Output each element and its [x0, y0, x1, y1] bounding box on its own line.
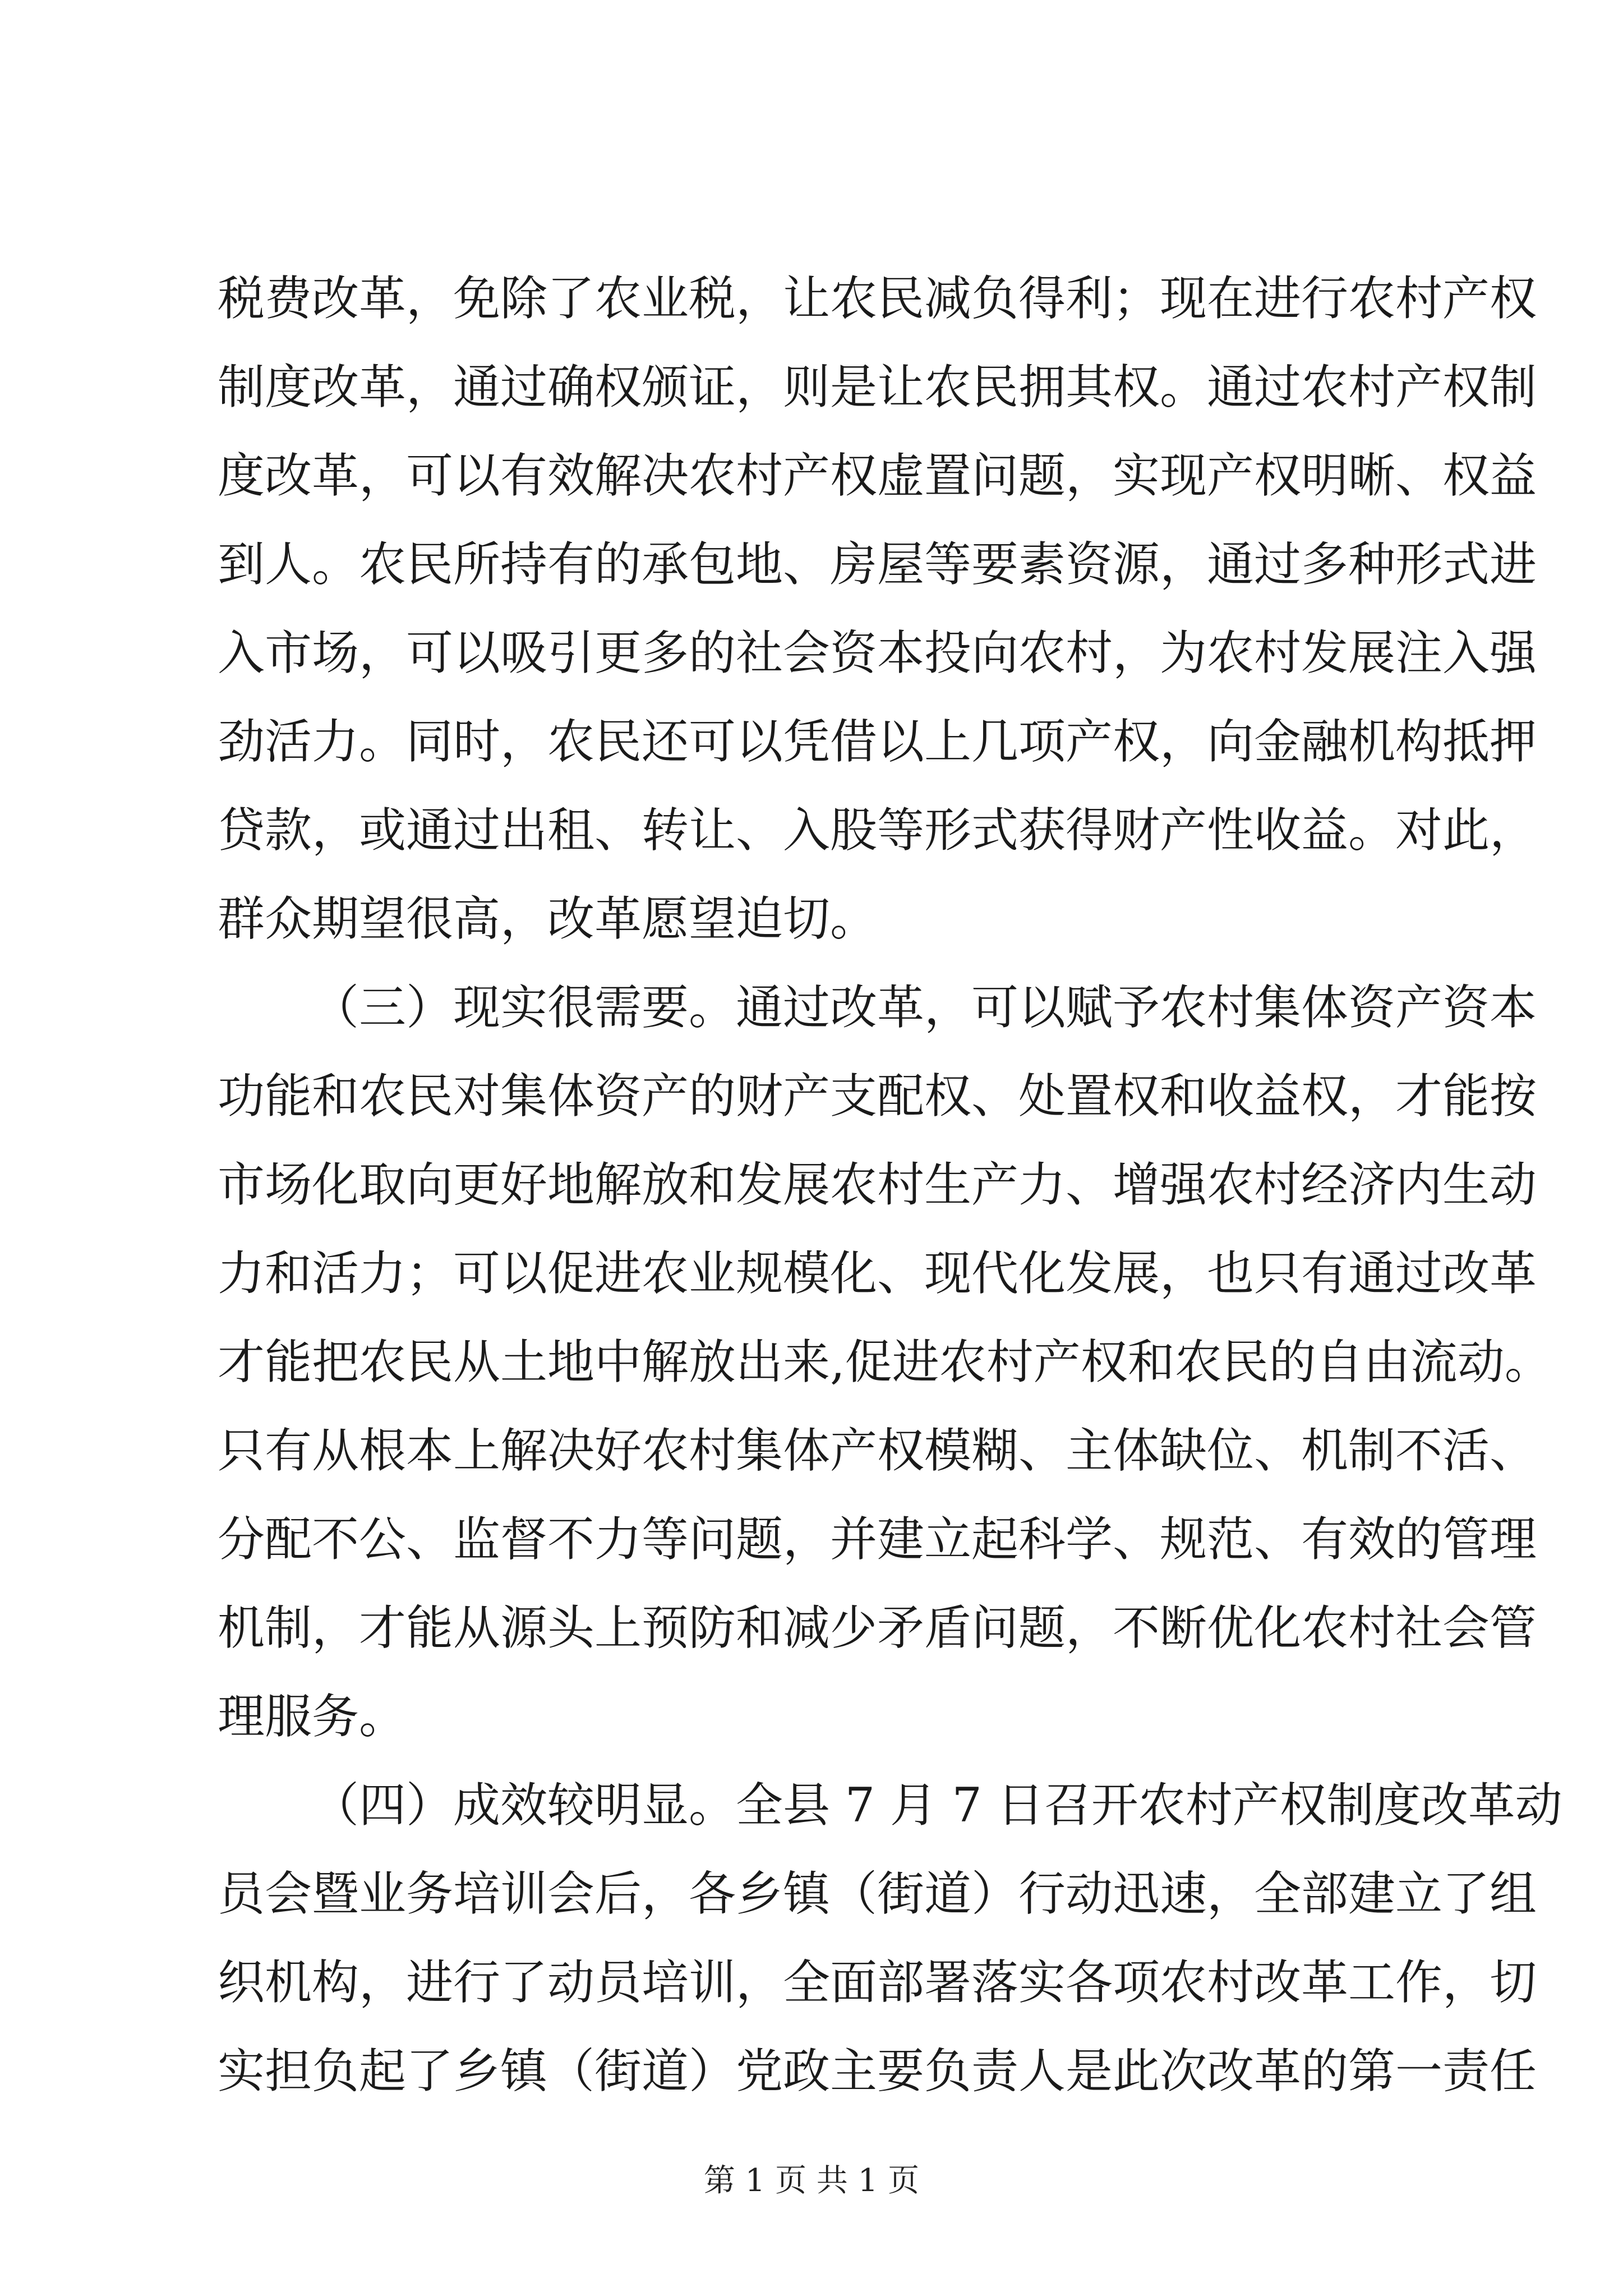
section-heading-line: （三）现实很需要。通过改革，可以赋予农村集体资产资本: [312, 980, 1537, 1035]
body-text-line: 织机构，进行了动员培训，全面部署落实各项农村改革工作，切: [218, 1955, 1537, 2010]
body-text-line: 员会暨业务培训会后，各乡镇（街道）行动迅速，全部建立了组: [218, 1866, 1537, 1921]
body-text-line: 机制，才能从源头上预防和减少矛盾问题，不断优化农村社会管: [218, 1600, 1537, 1655]
body-text-line: 度改革，可以有效解决农村产权虚置问题，实现产权明晰、权益: [218, 448, 1537, 503]
body-text-line: 群众期望很高，改革愿望迫切。: [218, 891, 878, 946]
body-text-line: 制度改革，通过确权颁证，则是让农民拥其权。通过农村产权制: [218, 360, 1537, 415]
body-text-line: 贷款，或通过出租、转让、入股等形式获得财产性收益。对此，: [218, 803, 1537, 858]
page-number-footer: 第 1 页 共 1 页: [703, 2162, 920, 2199]
body-text-line: 到人。农民所持有的承包地、房屋等要素资源，通过多种形式进: [218, 537, 1537, 592]
body-text-line: 分配不公、监督不力等问题，并建立起科学、规范、有效的管理: [218, 1512, 1537, 1567]
body-text-line: 力和活力；可以促进农业规模化、现代化发展，也只有通过改革: [218, 1246, 1537, 1301]
body-text-line: 劲活力。同时，农民还可以凭借以上几项产权，向金融机构抵押: [218, 714, 1537, 769]
body-text-line: 只有从根本上解决好农村集体产权模糊、主体缺位、机制不活、: [218, 1423, 1537, 1478]
body-text-line: 才能把农民从土地中解放出来,促进农村产权和农民的自由流动。: [218, 1335, 1552, 1389]
body-text-line: 实担负起了乡镇（街道）党政主要负责人是此次改革的第一责任: [218, 2044, 1537, 2099]
body-text-line: 税费改革，免除了农业税，让农民减负得利；现在进行农村产权: [218, 271, 1537, 326]
body-text-line: 入市场，可以吸引更多的社会资本投向农村，为农村发展注入强: [218, 625, 1537, 680]
body-text-line: 理服务。: [218, 1689, 407, 1744]
section-heading-line: （四）成效较明显。全县 7 月 7 日召开农村产权制度改革动: [312, 1778, 1562, 1833]
body-text-line: 功能和农民对集体资产的财产支配权、处置权和收益权，才能按: [218, 1069, 1537, 1124]
body-text-line: 市场化取向更好地解放和发展农村生产力、增强农村经济内生动: [218, 1157, 1537, 1212]
